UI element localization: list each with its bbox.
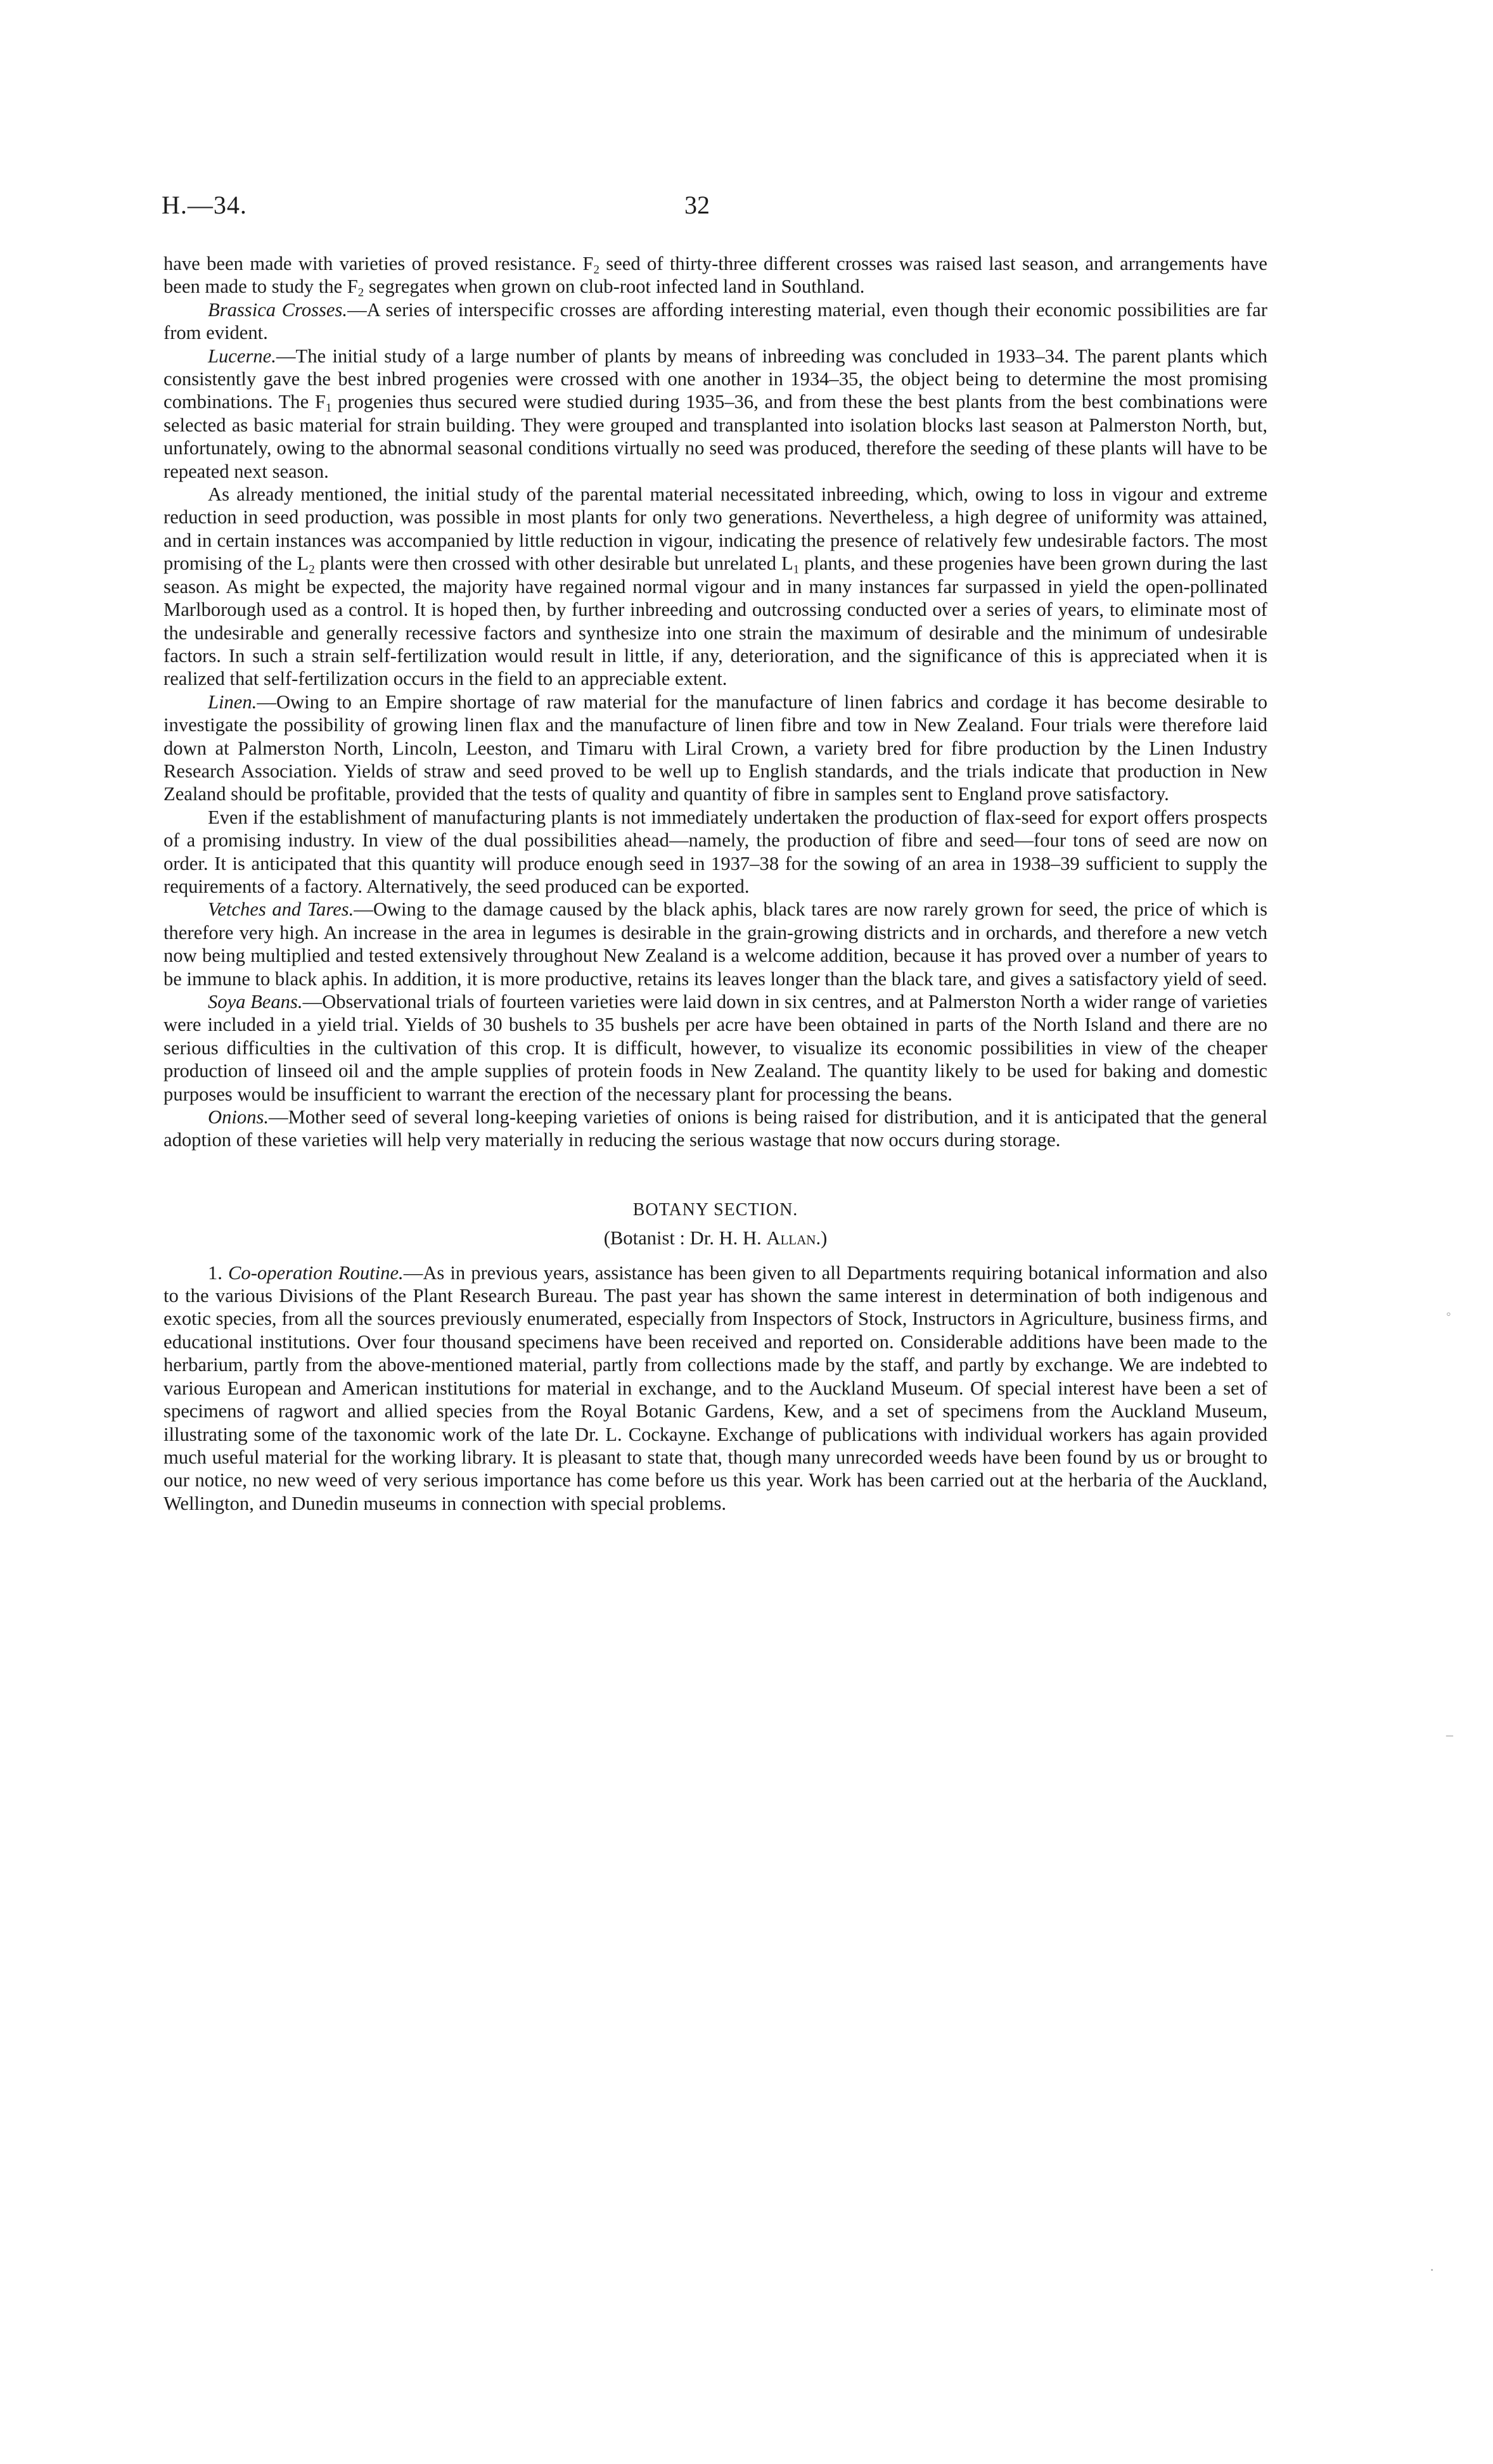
paragraph [163,1106,1267,1152]
text-run: segregates when grown on club-root infected land in Southland. [364,276,865,298]
page-header [162,190,1267,228]
text-run: 1. [208,1261,228,1284]
run-in-heading: Brassica Crosses. [208,298,348,321]
run-in-heading: Co-operation Routine. [228,1261,404,1284]
section-heading: BOTANY SECTION. [632,1199,798,1220]
document-reference: H.—34. [162,191,247,219]
paragraph [163,483,1267,691]
page-number: 32 [684,191,710,219]
text-run: seed of thirty-three different crosses was raised last season, and arrangements have been made to study the F [163,253,1267,298]
section-byline [163,1227,1267,1249]
byline-suffix: .) [816,1227,828,1249]
paragraph [163,345,1267,483]
byline-name: Allan [766,1227,816,1249]
subscript: 2 [593,263,599,277]
paragraph-list [163,252,1267,1152]
scan-mark: ◦ [1446,1306,1451,1322]
text-run: plants were then crossed with other desirable but unrelated L [314,552,793,575]
text-run: —Owing to the damage caused by the black aphis, black tares are now rarely grown for seed, the price of which is therefore very high. An increase in the area in legumes is desirable in the grain-growing districts and in orchards, and therefore a new vetch now being multiplied and tested extensively throughout New Zealand is a welcome addition, because it has proved over a number of years to be immune to black aphis. In addition, it is more productive, retains its leaves longer than the black tare, and gives a satisfactory yield of seed. [163,898,1267,990]
paragraph [163,990,1267,1106]
text-run: Even if the establishment of manufacturing plants is not immediately undertaken the production of flax-seed for export offers prospects of a promising industry. In view of the dual possibilities ahead—namely, the production of fibre and seed—four tons of seed are now on order. It is anticipated that this quantity will produce enough seed in 1937–38 for the sowing of an area in 1938–39 sufficient to supply the requirements of a factory. Alternatively, the seed produced can be exported. [163,806,1267,897]
run-in-heading: Onions. [208,1106,269,1128]
text-run: —As in previous years, assistance has been given to all Departments requiring botanical information and also to the various Divisions of the Plant Research Bureau. The past year has shown the same interest in determination of both indigenous and exotic species, from all the sources previously enumerated, especially from Inspectors of Stock, Instructors in Agriculture, business firms, and educational institutions. Over four thousand specimens have been received and reported on. Considerable additions have been made to the herbarium, partly from the above-mentioned material, partly from collections made by the staff, and partly by exchange. We are indebted to various European and American institutions for material in exchange, and to the Auckland Museum. Of special interest have been a set of specimens of ragwort and allied species from the Royal Botanic Gardens, Kew, and a set of specimens from the Auckland Museum, illustrating some of the taxonomic work of the late Dr. L. Cockayne. Exchange of publications with individual workers has again provided much useful material for the working library. It is pleasant to state that, though many unrecorded weeds have been found by us or brought to our notice, no new weed of very serious importance has come before us this year. Work has been carried out at the herbaria of the Auckland, Wellington, and Dunedin museums in connection with special problems. [163,1261,1267,1514]
text-run: progenies thus secured were studied during 1935–36, and from these the best plants from the best combinations were selected as basic material for strain building. They were grouped and transplanted into isolation blocks last season at Palmerston North, but, unfortunately, owing to the abnormal seasonal conditions virtually no seed was produced, therefore the seeding of these plants will have to be repeated next season. [163,391,1267,482]
text-run: —Mother seed of several long-keeping varieties of onions is being raised for distribution, and it is anticipated that the general adoption of these varieties will help very materially in reducing the serious wastage that now occurs during storage. [163,1106,1267,1151]
subscript: 1 [325,402,332,416]
subscript: 1 [793,563,800,577]
text-run: plants, and these progenies have been grown during the last season. As might be expected, the majority have regained normal vigour and in many instances far surpassed in yield the open-pollinated Marlborough used as a control. It is hoped then, by further inbreeding and outcrossing conducted over a series of years, to eliminate most of the undesirable and generally recessive factors and synthesize into one strain the maximum of desirable and the minimum of undesirable factors. In such a strain self-fertilization would result in little, if any, deterioration, and the significance of this is appreciated when it is realized that self-fertilization occurs in the field to an appreciable extent. [163,552,1267,690]
byline-prefix: (Botanist : Dr. H. H. [603,1227,767,1249]
text-run: —Owing to an Empire shortage of raw material for the manufacture of linen fabrics and cordage it has become desirable to investigate the possibility of growing linen flax and the manufacture of linen fibre and tow in New Zealand. Four trials were therefore laid down at Palmerston North, Lincoln, Leeston, and Timaru with Liral Crown, a variety bred for fibre production by the Linen Industry Research Association. Yields of straw and seed proved to be well up to English standards, and the trials indicate that production in New Zealand should be profitable, provided that the tests of quality and quantity of fibre in samples sent to England prove satisfactory. [163,691,1267,805]
paragraph [163,252,1267,298]
paragraph [163,898,1267,990]
run-in-heading: Lucerne. [208,345,276,367]
paragraph [163,806,1267,898]
run-in-heading: Vetches and Tares. [208,898,354,921]
text-run: —The initial study of a large number of plants by means of inbreeding was concluded in 1933–34. The parent plants which consistently gave the best inbred progenies were crossed with one another in 1934–35, the object being to determine the most promising combinations. The F [163,345,1267,413]
paragraph [163,1261,1267,1515]
run-in-heading: Linen. [208,691,257,713]
text-run: —Observational trials of fourteen varieties were laid down in six centres, and at Palmerston North a wider range of varieties were included in a yield trial. Yields of 30 bushels to 35 bushels per acre have been obtained in parts of the North Island and there are no serious difficulties in the cultivation of this crop. It is difficult, however, to visualize its economic possibilities in view of the cheaper production of linseed oil and the ample supplies of protein foods in New Zealand. The quantity likely to be used for baking and domestic purposes would be insufficient to warrant the erection of the necessary plant for processing the beans. [163,991,1267,1105]
text-run: —A series of interspecific crosses are affording interesting material, even though their economic possibilities are far from evident. [163,298,1267,344]
run-in-heading: Soya Beans. [208,991,303,1012]
paragraph [163,298,1267,345]
body-text [163,252,1267,1515]
scan-mark: · [1430,2262,1435,2278]
subscript: 2 [309,563,315,577]
scan-mark: – [1446,1727,1453,1742]
subscript: 2 [357,286,364,300]
text-run: have been made with varieties of proved resistance. F [163,253,594,274]
text-run: As already mentioned, the initial study of the parental material necessitated inbreeding, which, owing to loss in vigour and extreme reduction in seed production, was possible in most plants for only two generations. Nevertheless, a high degree of uniformity was attained, and in certain instances was accompanied by little reduction in vigour, indicating the presence of relatively few undesirable factors. The most promising of the L [163,483,1267,575]
paragraph [163,691,1267,806]
